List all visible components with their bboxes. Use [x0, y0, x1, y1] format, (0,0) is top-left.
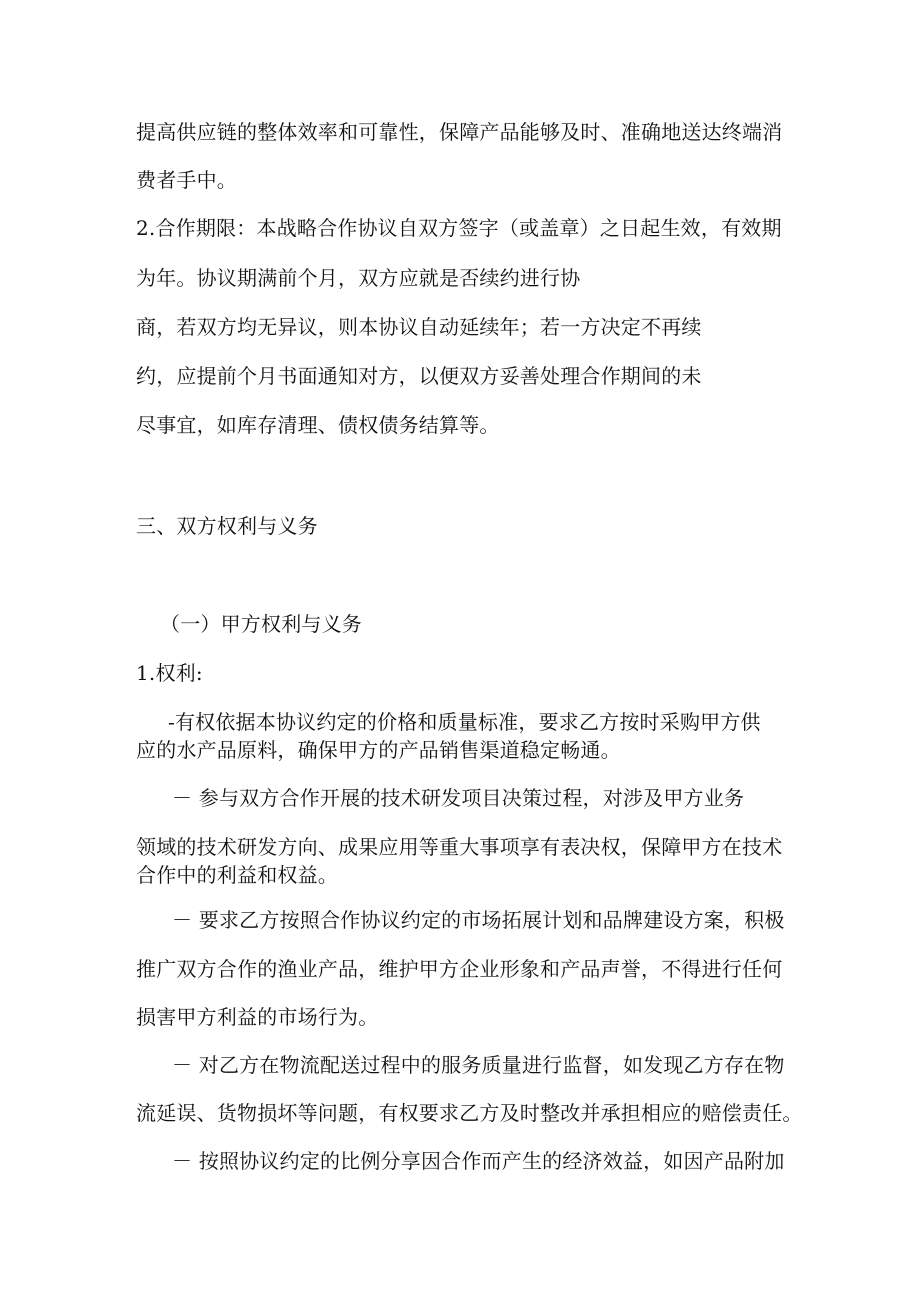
rights-label: 1.权利:: [136, 661, 203, 685]
body-text-line: 商，若双方均无异议，则本协议自动延续年；若一方决定不再续: [136, 315, 702, 339]
clause-cooperation-term: 2.合作期限：本战略合作协议自双方签字（或盖章）之日起生效，有效期: [136, 216, 782, 240]
body-text-line: 约，应提前个月书面通知对方，以便双方妥善处理合作期间的未: [136, 364, 702, 388]
rights-item-text: － 对乙方在物流配送过程中的服务质量进行监督，如发现乙方存在物: [172, 1053, 785, 1077]
rights-item-text: -有权依据本协议约定的价格和质量标准，要求乙方按时采购甲方供: [168, 710, 761, 734]
body-text-line: 推广双方合作的渔业产品，维护甲方企业形象和产品声誉，不得进行任何: [136, 957, 783, 981]
body-text-line: 尽事宜，如库存清理、债权债务结算等。: [136, 413, 500, 437]
body-text-line: 为年。协议期满前个月，双方应就是否续约进行协: [136, 266, 581, 290]
body-text-line: 领域的技术研发方向、成果应用等重大事项享有表决权，保障甲方在技术: [136, 835, 783, 859]
body-text-line: 应的水产品原料，确保甲方的产品销售渠道稳定畅通。: [136, 738, 621, 762]
rights-item-text: － 按照协议约定的比例分享因合作而产生的经济效益，如因产品附加: [172, 1149, 785, 1173]
rights-item-text: － 要求乙方按照合作协议约定的市场拓展计划和品牌建设方案，积极: [172, 908, 785, 932]
body-text-line: 提高供应链的整体效率和可靠性，保障产品能够及时、准确地送达终端消: [136, 120, 783, 144]
body-text-line: 损害甲方利益的市场行为。: [136, 1005, 379, 1029]
body-text-line: 费者手中。: [136, 168, 237, 192]
section-heading: 三、双方权利与义务: [136, 514, 318, 538]
body-text-line: 流延误、货物损坏等问题，有权要求乙方及时整改并承担相应的赔偿责任。: [136, 1101, 803, 1125]
rights-item-text: － 参与双方合作开展的技术研发项目决策过程，对涉及甲方业务: [172, 786, 745, 810]
subsection-heading: （一）甲方权利与义务: [160, 612, 362, 636]
body-text-line: 合作中的利益和权益。: [136, 863, 338, 887]
